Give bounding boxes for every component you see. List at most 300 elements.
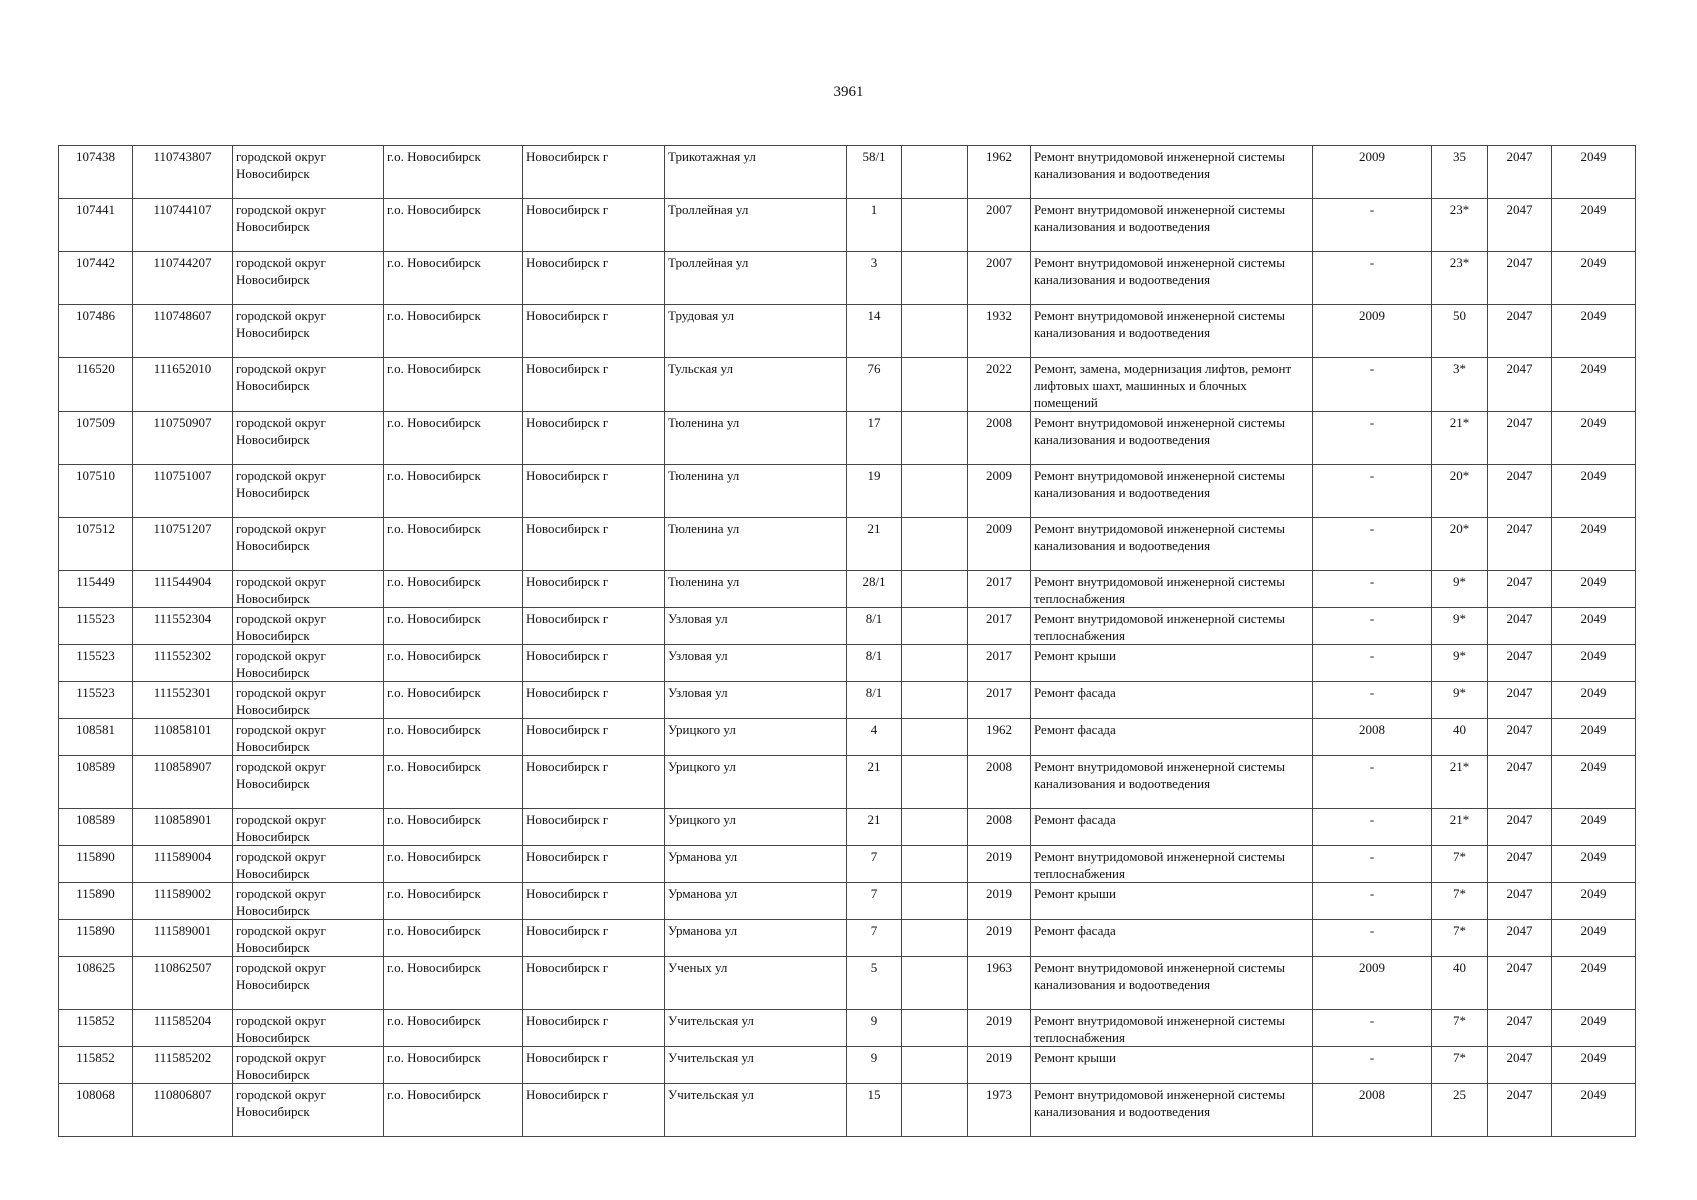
- row-municipality: г.о. Новосибирск: [384, 809, 523, 846]
- row-work-type: Ремонт внутридомовой инженерной системы канализования и водоотведения: [1031, 252, 1313, 305]
- table-row: [59, 465, 1636, 518]
- row-municipality: г.о. Новосибирск: [384, 608, 523, 645]
- row-last-repair: -: [1313, 608, 1432, 645]
- row-wear: 23*: [1432, 252, 1488, 305]
- row-plan-start: 2047: [1488, 146, 1552, 199]
- row-building: [902, 809, 968, 846]
- row-id: 108068: [59, 1084, 133, 1137]
- row-id: 115523: [59, 645, 133, 682]
- row-district: городской округ Новосибирск: [233, 571, 384, 608]
- row-locality: Новосибирск г: [523, 252, 665, 305]
- row-house: 7: [847, 883, 902, 920]
- row-work-type: Ремонт внутридомовой инженерной системы канализования и водоотведения: [1031, 305, 1313, 358]
- row-district: городской округ Новосибирск: [233, 920, 384, 957]
- row-code: 111552304: [133, 608, 233, 645]
- table-row: [59, 1047, 1636, 1084]
- row-year-built: 2017: [968, 608, 1031, 645]
- row-locality: Новосибирск г: [523, 682, 665, 719]
- row-district: городской округ Новосибирск: [233, 682, 384, 719]
- table-row: [59, 518, 1636, 571]
- row-locality: Новосибирск г: [523, 846, 665, 883]
- row-building: [902, 1084, 968, 1137]
- row-house: 4: [847, 719, 902, 756]
- row-locality: Новосибирск г: [523, 518, 665, 571]
- row-locality: Новосибирск г: [523, 920, 665, 957]
- row-house: 14: [847, 305, 902, 358]
- row-wear: 50: [1432, 305, 1488, 358]
- row-work-type: Ремонт внутридомовой инженерной системы теплоснабжения: [1031, 608, 1313, 645]
- row-building: [902, 252, 968, 305]
- row-locality: Новосибирск г: [523, 1010, 665, 1047]
- row-work-type: Ремонт внутридомовой инженерной системы канализования и водоотведения: [1031, 1084, 1313, 1137]
- row-year-built: 2008: [968, 756, 1031, 809]
- row-locality: Новосибирск г: [523, 571, 665, 608]
- row-code: 110744107: [133, 199, 233, 252]
- row-work-type: Ремонт внутридомовой инженерной системы канализования и водоотведения: [1031, 756, 1313, 809]
- row-house: 21: [847, 518, 902, 571]
- row-street: Тюленина ул: [665, 518, 847, 571]
- row-wear: 9*: [1432, 682, 1488, 719]
- row-locality: Новосибирск г: [523, 809, 665, 846]
- row-municipality: г.о. Новосибирск: [384, 1010, 523, 1047]
- row-house: 8/1: [847, 682, 902, 719]
- row-plan-start: 2047: [1488, 252, 1552, 305]
- row-plan-end: 2049: [1552, 809, 1636, 846]
- row-plan-start: 2047: [1488, 756, 1552, 809]
- row-locality: Новосибирск г: [523, 883, 665, 920]
- row-street: Тюленина ул: [665, 571, 847, 608]
- row-street: Узловая ул: [665, 608, 847, 645]
- row-year-built: 2008: [968, 412, 1031, 465]
- row-id: 115890: [59, 920, 133, 957]
- row-year-built: 2008: [968, 809, 1031, 846]
- row-locality: Новосибирск г: [523, 199, 665, 252]
- row-plan-end: 2049: [1552, 146, 1636, 199]
- row-code: 110743807: [133, 146, 233, 199]
- row-building: [902, 305, 968, 358]
- row-district: городской округ Новосибирск: [233, 358, 384, 412]
- row-id: 107486: [59, 305, 133, 358]
- row-work-type: Ремонт внутридомовой инженерной системы канализования и водоотведения: [1031, 199, 1313, 252]
- row-street: Трикотажная ул: [665, 146, 847, 199]
- row-plan-end: 2049: [1552, 682, 1636, 719]
- row-last-repair: 2008: [1313, 719, 1432, 756]
- row-municipality: г.о. Новосибирск: [384, 412, 523, 465]
- row-plan-end: 2049: [1552, 358, 1636, 412]
- row-municipality: г.о. Новосибирск: [384, 571, 523, 608]
- row-district: городской округ Новосибирск: [233, 1084, 384, 1137]
- row-building: [902, 608, 968, 645]
- row-last-repair: -: [1313, 846, 1432, 883]
- row-plan-end: 2049: [1552, 719, 1636, 756]
- row-work-type: Ремонт фасада: [1031, 682, 1313, 719]
- row-street: Трудовая ул: [665, 305, 847, 358]
- row-municipality: г.о. Новосибирск: [384, 719, 523, 756]
- row-municipality: г.о. Новосибирск: [384, 883, 523, 920]
- row-work-type: Ремонт внутридомовой инженерной системы канализования и водоотведения: [1031, 412, 1313, 465]
- row-building: [902, 1010, 968, 1047]
- row-locality: Новосибирск г: [523, 465, 665, 518]
- row-code: 110806807: [133, 1084, 233, 1137]
- row-work-type: Ремонт внутридомовой инженерной системы теплоснабжения: [1031, 1010, 1313, 1047]
- row-wear: 40: [1432, 957, 1488, 1010]
- row-district: городской округ Новосибирск: [233, 608, 384, 645]
- row-wear: 21*: [1432, 756, 1488, 809]
- row-municipality: г.о. Новосибирск: [384, 146, 523, 199]
- row-district: городской округ Новосибирск: [233, 809, 384, 846]
- table-row: [59, 920, 1636, 957]
- row-street: Урицкого ул: [665, 809, 847, 846]
- row-id: 108581: [59, 719, 133, 756]
- row-district: городской округ Новосибирск: [233, 883, 384, 920]
- row-plan-end: 2049: [1552, 846, 1636, 883]
- row-locality: Новосибирск г: [523, 608, 665, 645]
- row-plan-end: 2049: [1552, 518, 1636, 571]
- row-house: 21: [847, 809, 902, 846]
- row-municipality: г.о. Новосибирск: [384, 920, 523, 957]
- row-wear: 9*: [1432, 645, 1488, 682]
- table-row: [59, 883, 1636, 920]
- row-street: Троллейная ул: [665, 199, 847, 252]
- row-house: 8/1: [847, 645, 902, 682]
- row-plan-start: 2047: [1488, 883, 1552, 920]
- row-plan-start: 2047: [1488, 518, 1552, 571]
- row-code: 111589004: [133, 846, 233, 883]
- row-id: 108625: [59, 957, 133, 1010]
- row-code: 111585202: [133, 1047, 233, 1084]
- row-plan-end: 2049: [1552, 1084, 1636, 1137]
- row-work-type: Ремонт крыши: [1031, 645, 1313, 682]
- row-last-repair: 2009: [1313, 146, 1432, 199]
- row-locality: Новосибирск г: [523, 358, 665, 412]
- table-row: [59, 1010, 1636, 1047]
- row-id: 107512: [59, 518, 133, 571]
- row-wear: 25: [1432, 1084, 1488, 1137]
- row-wear: 20*: [1432, 518, 1488, 571]
- row-locality: Новосибирск г: [523, 305, 665, 358]
- row-year-built: 2019: [968, 1047, 1031, 1084]
- row-house: 1: [847, 199, 902, 252]
- row-house: 15: [847, 1084, 902, 1137]
- row-building: [902, 146, 968, 199]
- row-building: [902, 412, 968, 465]
- row-building: [902, 846, 968, 883]
- row-year-built: 2019: [968, 920, 1031, 957]
- row-district: городской округ Новосибирск: [233, 957, 384, 1010]
- row-last-repair: -: [1313, 199, 1432, 252]
- row-last-repair: -: [1313, 412, 1432, 465]
- row-last-repair: -: [1313, 883, 1432, 920]
- row-street: Урманова ул: [665, 846, 847, 883]
- row-municipality: г.о. Новосибирск: [384, 518, 523, 571]
- row-id: 107441: [59, 199, 133, 252]
- row-year-built: 2019: [968, 883, 1031, 920]
- row-year-built: 2022: [968, 358, 1031, 412]
- row-plan-end: 2049: [1552, 1010, 1636, 1047]
- row-municipality: г.о. Новосибирск: [384, 252, 523, 305]
- row-house: 8/1: [847, 608, 902, 645]
- row-plan-start: 2047: [1488, 1047, 1552, 1084]
- row-wear: 7*: [1432, 883, 1488, 920]
- row-locality: Новосибирск г: [523, 1084, 665, 1137]
- row-house: 58/1: [847, 146, 902, 199]
- row-work-type: Ремонт фасада: [1031, 719, 1313, 756]
- row-house: 19: [847, 465, 902, 518]
- row-id: 107438: [59, 146, 133, 199]
- row-id: 115449: [59, 571, 133, 608]
- row-plan-start: 2047: [1488, 571, 1552, 608]
- table-row: [59, 146, 1636, 199]
- row-id: 115523: [59, 608, 133, 645]
- row-work-type: Ремонт фасада: [1031, 809, 1313, 846]
- table-row: [59, 358, 1636, 412]
- row-plan-end: 2049: [1552, 465, 1636, 518]
- row-year-built: 2007: [968, 252, 1031, 305]
- row-street: Троллейная ул: [665, 252, 847, 305]
- row-work-type: Ремонт внутридомовой инженерной системы канализования и водоотведения: [1031, 518, 1313, 571]
- row-last-repair: -: [1313, 358, 1432, 412]
- row-plan-end: 2049: [1552, 756, 1636, 809]
- table-row: [59, 719, 1636, 756]
- row-year-built: 1962: [968, 719, 1031, 756]
- row-last-repair: -: [1313, 809, 1432, 846]
- row-wear: 7*: [1432, 920, 1488, 957]
- row-year-built: 2019: [968, 846, 1031, 883]
- table-row: [59, 571, 1636, 608]
- row-year-built: 2009: [968, 465, 1031, 518]
- table-row: [59, 412, 1636, 465]
- row-wear: 23*: [1432, 199, 1488, 252]
- row-code: 111552301: [133, 682, 233, 719]
- row-street: Тульская ул: [665, 358, 847, 412]
- row-building: [902, 465, 968, 518]
- row-building: [902, 518, 968, 571]
- row-municipality: г.о. Новосибирск: [384, 199, 523, 252]
- row-id: 107442: [59, 252, 133, 305]
- row-wear: 35: [1432, 146, 1488, 199]
- row-work-type: Ремонт внутридомовой инженерной системы канализования и водоотведения: [1031, 957, 1313, 1010]
- row-wear: 3*: [1432, 358, 1488, 412]
- row-wear: 20*: [1432, 465, 1488, 518]
- row-code: 111589001: [133, 920, 233, 957]
- row-house: 28/1: [847, 571, 902, 608]
- row-work-type: Ремонт, замена, модернизация лифтов, ремонт лифтовых шахт, машинных и блочных помещений: [1031, 358, 1313, 412]
- row-wear: 7*: [1432, 846, 1488, 883]
- row-house: 76: [847, 358, 902, 412]
- row-plan-start: 2047: [1488, 719, 1552, 756]
- table-row: [59, 809, 1636, 846]
- row-work-type: Ремонт крыши: [1031, 1047, 1313, 1084]
- row-district: городской округ Новосибирск: [233, 412, 384, 465]
- row-plan-start: 2047: [1488, 358, 1552, 412]
- row-plan-start: 2047: [1488, 957, 1552, 1010]
- row-locality: Новосибирск г: [523, 412, 665, 465]
- row-plan-end: 2049: [1552, 883, 1636, 920]
- row-municipality: г.о. Новосибирск: [384, 1047, 523, 1084]
- row-plan-end: 2049: [1552, 571, 1636, 608]
- row-code: 110750907: [133, 412, 233, 465]
- row-plan-end: 2049: [1552, 608, 1636, 645]
- row-year-built: 1932: [968, 305, 1031, 358]
- row-code: 110858101: [133, 719, 233, 756]
- row-last-repair: -: [1313, 1010, 1432, 1047]
- row-work-type: Ремонт внутридомовой инженерной системы канализования и водоотведения: [1031, 465, 1313, 518]
- table-row: [59, 756, 1636, 809]
- row-year-built: 1963: [968, 957, 1031, 1010]
- row-house: 21: [847, 756, 902, 809]
- row-municipality: г.о. Новосибирск: [384, 305, 523, 358]
- row-street: Урицкого ул: [665, 756, 847, 809]
- row-code: 111544904: [133, 571, 233, 608]
- row-municipality: г.о. Новосибирск: [384, 358, 523, 412]
- row-id: 108589: [59, 756, 133, 809]
- row-street: Учительская ул: [665, 1084, 847, 1137]
- row-wear: 9*: [1432, 608, 1488, 645]
- row-locality: Новосибирск г: [523, 957, 665, 1010]
- row-plan-end: 2049: [1552, 412, 1636, 465]
- row-street: Урманова ул: [665, 920, 847, 957]
- row-house: 7: [847, 920, 902, 957]
- row-locality: Новосибирск г: [523, 645, 665, 682]
- row-id: 115890: [59, 883, 133, 920]
- row-locality: Новосибирск г: [523, 756, 665, 809]
- row-district: городской округ Новосибирск: [233, 199, 384, 252]
- row-code: 111652010: [133, 358, 233, 412]
- row-plan-start: 2047: [1488, 1010, 1552, 1047]
- row-municipality: г.о. Новосибирск: [384, 465, 523, 518]
- row-plan-start: 2047: [1488, 305, 1552, 358]
- row-plan-start: 2047: [1488, 645, 1552, 682]
- row-building: [902, 199, 968, 252]
- row-year-built: 1973: [968, 1084, 1031, 1137]
- row-building: [902, 571, 968, 608]
- row-street: Урманова ул: [665, 883, 847, 920]
- row-last-repair: -: [1313, 682, 1432, 719]
- row-street: Узловая ул: [665, 645, 847, 682]
- row-wear: 21*: [1432, 412, 1488, 465]
- row-plan-start: 2047: [1488, 846, 1552, 883]
- row-id: 116520: [59, 358, 133, 412]
- row-wear: 9*: [1432, 571, 1488, 608]
- row-municipality: г.о. Новосибирск: [384, 682, 523, 719]
- row-plan-start: 2047: [1488, 608, 1552, 645]
- row-work-type: Ремонт фасада: [1031, 920, 1313, 957]
- row-code: 111589002: [133, 883, 233, 920]
- row-building: [902, 1047, 968, 1084]
- row-locality: Новосибирск г: [523, 146, 665, 199]
- row-district: городской округ Новосибирск: [233, 756, 384, 809]
- registry-body: [59, 146, 1636, 1137]
- row-plan-end: 2049: [1552, 957, 1636, 1010]
- row-code: 110858901: [133, 809, 233, 846]
- row-district: городской округ Новосибирск: [233, 305, 384, 358]
- row-plan-end: 2049: [1552, 305, 1636, 358]
- page-number: 3961: [833, 84, 864, 100]
- row-plan-start: 2047: [1488, 682, 1552, 719]
- row-last-repair: -: [1313, 756, 1432, 809]
- row-street: Ученых ул: [665, 957, 847, 1010]
- row-house: 17: [847, 412, 902, 465]
- row-id: 107509: [59, 412, 133, 465]
- row-plan-end: 2049: [1552, 645, 1636, 682]
- row-year-built: 2019: [968, 1010, 1031, 1047]
- row-plan-end: 2049: [1552, 252, 1636, 305]
- row-district: городской округ Новосибирск: [233, 1010, 384, 1047]
- row-street: Урицкого ул: [665, 719, 847, 756]
- row-code: 110751007: [133, 465, 233, 518]
- row-district: городской округ Новосибирск: [233, 846, 384, 883]
- row-last-repair: -: [1313, 252, 1432, 305]
- row-id: 115852: [59, 1010, 133, 1047]
- row-code: 110858907: [133, 756, 233, 809]
- row-code: 110744207: [133, 252, 233, 305]
- row-plan-start: 2047: [1488, 412, 1552, 465]
- row-district: городской округ Новосибирск: [233, 719, 384, 756]
- row-building: [902, 682, 968, 719]
- row-work-type: Ремонт внутридомовой инженерной системы канализования и водоотведения: [1031, 146, 1313, 199]
- table-row: [59, 1084, 1636, 1137]
- row-last-repair: 2008: [1313, 1084, 1432, 1137]
- row-last-repair: 2009: [1313, 305, 1432, 358]
- row-last-repair: -: [1313, 465, 1432, 518]
- table-row: [59, 199, 1636, 252]
- row-house: 3: [847, 252, 902, 305]
- table-row: [59, 682, 1636, 719]
- row-year-built: 2017: [968, 682, 1031, 719]
- row-building: [902, 358, 968, 412]
- row-house: 9: [847, 1010, 902, 1047]
- row-work-type: Ремонт внутридомовой инженерной системы теплоснабжения: [1031, 571, 1313, 608]
- row-municipality: г.о. Новосибирск: [384, 846, 523, 883]
- row-plan-start: 2047: [1488, 920, 1552, 957]
- row-district: городской округ Новосибирск: [233, 518, 384, 571]
- row-last-repair: -: [1313, 920, 1432, 957]
- row-district: городской округ Новосибирск: [233, 146, 384, 199]
- row-id: 115890: [59, 846, 133, 883]
- row-year-built: 2007: [968, 199, 1031, 252]
- table-row: [59, 252, 1636, 305]
- row-last-repair: -: [1313, 1047, 1432, 1084]
- row-code: 111585204: [133, 1010, 233, 1047]
- row-last-repair: -: [1313, 571, 1432, 608]
- row-municipality: г.о. Новосибирск: [384, 957, 523, 1010]
- row-code: 110751207: [133, 518, 233, 571]
- row-house: 9: [847, 1047, 902, 1084]
- row-plan-end: 2049: [1552, 920, 1636, 957]
- row-district: городской округ Новосибирск: [233, 465, 384, 518]
- row-plan-end: 2049: [1552, 1047, 1636, 1084]
- row-building: [902, 719, 968, 756]
- row-district: городской округ Новосибирск: [233, 1047, 384, 1084]
- row-building: [902, 883, 968, 920]
- row-building: [902, 756, 968, 809]
- row-district: городской округ Новосибирск: [233, 645, 384, 682]
- row-municipality: г.о. Новосибирск: [384, 645, 523, 682]
- row-year-built: 1962: [968, 146, 1031, 199]
- row-id: 107510: [59, 465, 133, 518]
- row-wear: 21*: [1432, 809, 1488, 846]
- row-plan-start: 2047: [1488, 199, 1552, 252]
- row-id: 108589: [59, 809, 133, 846]
- row-street: Узловая ул: [665, 682, 847, 719]
- row-id: 115523: [59, 682, 133, 719]
- row-plan-start: 2047: [1488, 465, 1552, 518]
- row-last-repair: -: [1313, 518, 1432, 571]
- row-building: [902, 920, 968, 957]
- row-plan-start: 2047: [1488, 809, 1552, 846]
- capital-repair-registry-table: [58, 145, 1636, 1137]
- row-code: 110748607: [133, 305, 233, 358]
